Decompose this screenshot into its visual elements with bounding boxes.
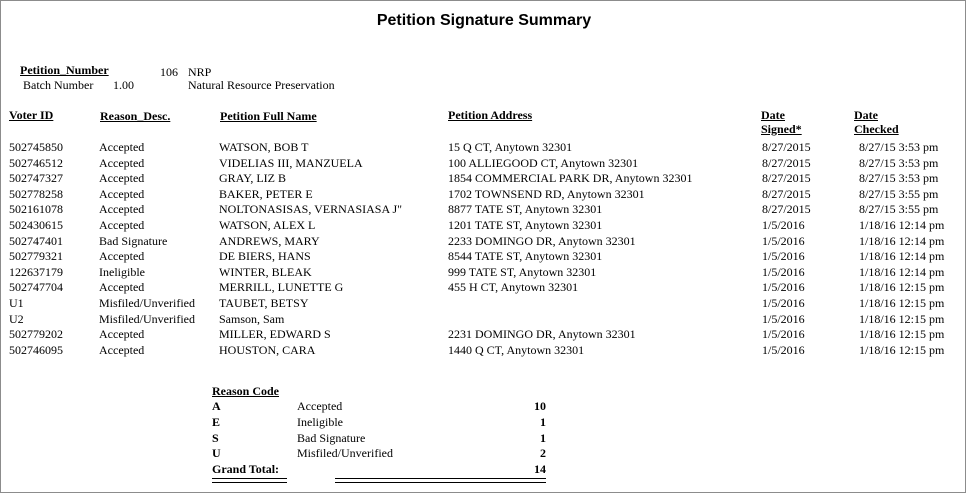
batch-number-label: Batch Number xyxy=(23,78,94,92)
address: 2233 DOMINGO DR, Anytown 32301 xyxy=(448,233,636,248)
table-row xyxy=(1,265,966,280)
voter-id: 502745850 xyxy=(9,140,63,154)
reason: Bad Signature xyxy=(99,233,168,248)
grand-total-label: Grand Total: xyxy=(212,462,280,476)
voter-id: 502747704 xyxy=(9,280,63,295)
full-name: WATSON, BOB T xyxy=(219,140,309,154)
column-header-address: Petition Address xyxy=(448,108,533,122)
voter-id: 502746095 xyxy=(9,342,63,357)
column-header-date-checked-line2: Checked xyxy=(854,122,899,136)
full-name: VIDELIAS III, MANZUELA xyxy=(219,155,363,170)
table-row xyxy=(1,296,966,311)
reason-code: S xyxy=(212,431,219,445)
reason: Accepted xyxy=(99,249,145,264)
reason-description: Bad Signature xyxy=(297,431,366,445)
voter-id: 502779202 xyxy=(9,327,63,342)
full-name: ANDREWS, MARY xyxy=(219,233,320,248)
address: 8544 TATE ST, Anytown 32301 xyxy=(448,249,603,264)
summary-row xyxy=(1,415,966,430)
reason-code: A xyxy=(212,399,221,413)
date-signed: 8/27/2015 xyxy=(762,171,811,186)
address: 2231 DOMINGO DR, Anytown 32301 xyxy=(448,327,636,342)
date-checked: 1/18/16 12:14 pm xyxy=(859,218,945,232)
date-checked: 1/18/16 12:15 pm xyxy=(859,280,945,295)
date-checked: 1/18/16 12:14 pm xyxy=(859,233,945,248)
column-header-name: Petition Full Name xyxy=(220,109,317,123)
date-checked: 8/27/15 3:55 pm xyxy=(859,186,939,201)
reason: Accepted xyxy=(99,327,145,342)
address: 100 ALLIEGOOD CT, Anytown 32301 xyxy=(448,155,639,170)
reason: Accepted xyxy=(99,140,145,154)
date-checked: 8/27/15 3:53 pm xyxy=(859,155,939,170)
reason-description: Ineligible xyxy=(297,415,343,429)
date-checked: 1/18/16 12:15 pm xyxy=(859,327,945,342)
voter-id: 122637179 xyxy=(9,264,63,279)
table-row xyxy=(1,187,966,202)
table-row xyxy=(1,218,966,233)
reason: Accepted xyxy=(99,280,145,295)
date-checked: 1/18/16 12:15 pm xyxy=(859,311,945,326)
date-signed: 8/27/2015 xyxy=(762,186,811,201)
full-name: WATSON, ALEX L xyxy=(219,218,316,232)
date-signed: 8/27/2015 xyxy=(762,155,811,170)
date-signed: 8/27/2015 xyxy=(762,140,811,154)
full-name: DE BIERS, HANS xyxy=(219,249,311,264)
table-row xyxy=(1,280,966,295)
full-name: MILLER, EDWARD S xyxy=(219,327,331,342)
reason: Accepted xyxy=(99,202,145,217)
total-label-double-underline xyxy=(212,478,287,483)
report-title: Petition Signature Summary xyxy=(376,12,592,29)
date-signed: 8/27/2015 xyxy=(762,202,811,217)
table-row xyxy=(1,249,966,264)
column-header-date-signed-line1: Date xyxy=(761,108,785,122)
voter-id: 502778258 xyxy=(9,186,63,201)
table-row xyxy=(1,140,966,155)
date-signed: 1/5/2016 xyxy=(762,233,805,248)
date-checked: 1/18/16 12:15 pm xyxy=(859,342,945,357)
column-header-voter-id: Voter ID xyxy=(9,108,54,122)
date-checked: 8/27/15 3:53 pm xyxy=(859,140,939,154)
total-value-double-underline xyxy=(335,478,546,483)
voter-id: 502746512 xyxy=(9,155,63,170)
date-checked: 1/18/16 12:14 pm xyxy=(859,264,945,279)
summary-row xyxy=(1,399,966,414)
voter-id: 502430615 xyxy=(9,218,63,232)
address: 999 TATE ST, Anytown 32301 xyxy=(448,264,597,279)
reason: Misfiled/Unverified xyxy=(99,296,195,310)
voter-id: 502779321 xyxy=(9,249,63,264)
date-checked: 8/27/15 3:53 pm xyxy=(859,171,939,186)
reason: Accepted xyxy=(99,342,145,357)
date-checked: 8/27/15 3:55 pm xyxy=(859,202,939,217)
address: 1702 TOWNSEND RD, Anytown 32301 xyxy=(448,186,645,201)
petition-number-value: 106 xyxy=(160,65,178,79)
reason: Misfiled/Unverified xyxy=(99,311,195,326)
reason-code-heading: Reason Code xyxy=(212,384,280,398)
full-name: WINTER, BLEAK xyxy=(219,264,312,279)
voter-id: 502747401 xyxy=(9,233,63,248)
date-signed: 1/5/2016 xyxy=(762,218,805,232)
address: 8877 TATE ST, Anytown 32301 xyxy=(448,202,603,217)
column-header-reason: Reason_Desc. xyxy=(100,109,171,123)
grand-total-row xyxy=(1,462,966,477)
reason-count: 2 xyxy=(540,446,546,460)
reason: Accepted xyxy=(99,155,145,170)
column-header-date-signed-line2: Signed* xyxy=(761,122,802,136)
date-checked: 1/18/16 12:15 pm xyxy=(859,296,945,310)
reason-description: Accepted xyxy=(297,399,343,413)
reason-description: Misfiled/Unverified xyxy=(297,446,393,460)
reason-code: U xyxy=(212,446,221,460)
table-row xyxy=(1,234,966,249)
reason: Accepted xyxy=(99,218,145,232)
reason: Accepted xyxy=(99,171,145,186)
table-row xyxy=(1,327,966,342)
reason: Accepted xyxy=(99,186,145,201)
address: 1854 COMMERCIAL PARK DR, Anytown 32301 xyxy=(448,171,693,186)
full-name: NOLTONASISAS, VERNASIASA J" xyxy=(219,202,403,217)
full-name: Samson, Sam xyxy=(219,311,285,326)
date-signed: 1/5/2016 xyxy=(762,311,805,326)
date-signed: 1/5/2016 xyxy=(762,296,805,310)
reason-count: 1 xyxy=(540,431,546,445)
full-name: BAKER, PETER E xyxy=(219,186,313,201)
date-signed: 1/5/2016 xyxy=(762,280,805,295)
petition-code: NRP xyxy=(188,65,212,79)
full-name: HOUSTON, CARA xyxy=(219,342,316,357)
table-row xyxy=(1,312,966,327)
reason: Ineligible xyxy=(99,264,145,279)
grand-total-value: 14 xyxy=(534,462,546,476)
date-signed: 1/5/2016 xyxy=(762,342,805,357)
reason-code: E xyxy=(212,415,221,429)
voter-id: U1 xyxy=(9,296,24,310)
full-name: MERRILL, LUNETTE G xyxy=(219,280,344,295)
petition-number-label: Petition_Number xyxy=(20,63,109,77)
petition-name: Natural Resource Preservation xyxy=(188,78,335,92)
voter-id: U2 xyxy=(9,311,24,326)
batch-number-value: 1.00 xyxy=(113,78,134,92)
address: 1440 Q CT, Anytown 32301 xyxy=(448,342,585,357)
table-row xyxy=(1,171,966,186)
date-signed: 1/5/2016 xyxy=(762,264,805,279)
full-name: GRAY, LIZ B xyxy=(219,171,287,186)
table-row xyxy=(1,156,966,171)
summary-row xyxy=(1,446,966,461)
date-signed: 1/5/2016 xyxy=(762,327,805,342)
date-signed: 1/5/2016 xyxy=(762,249,805,264)
address: 15 Q CT, Anytown 32301 xyxy=(448,140,573,154)
voter-id: 502747327 xyxy=(9,171,63,186)
table-row xyxy=(1,202,966,217)
full-name: TAUBET, BETSY xyxy=(219,296,309,310)
summary-row xyxy=(1,431,966,446)
reason-count: 10 xyxy=(534,399,546,413)
address: 455 H CT, Anytown 32301 xyxy=(448,280,579,295)
column-header-date-checked-line1: Date xyxy=(854,108,878,122)
table-row xyxy=(1,343,966,358)
address: 1201 TATE ST, Anytown 32301 xyxy=(448,218,603,232)
date-checked: 1/18/16 12:14 pm xyxy=(859,249,945,264)
voter-id: 502161078 xyxy=(9,202,63,217)
reason-count: 1 xyxy=(540,415,546,429)
